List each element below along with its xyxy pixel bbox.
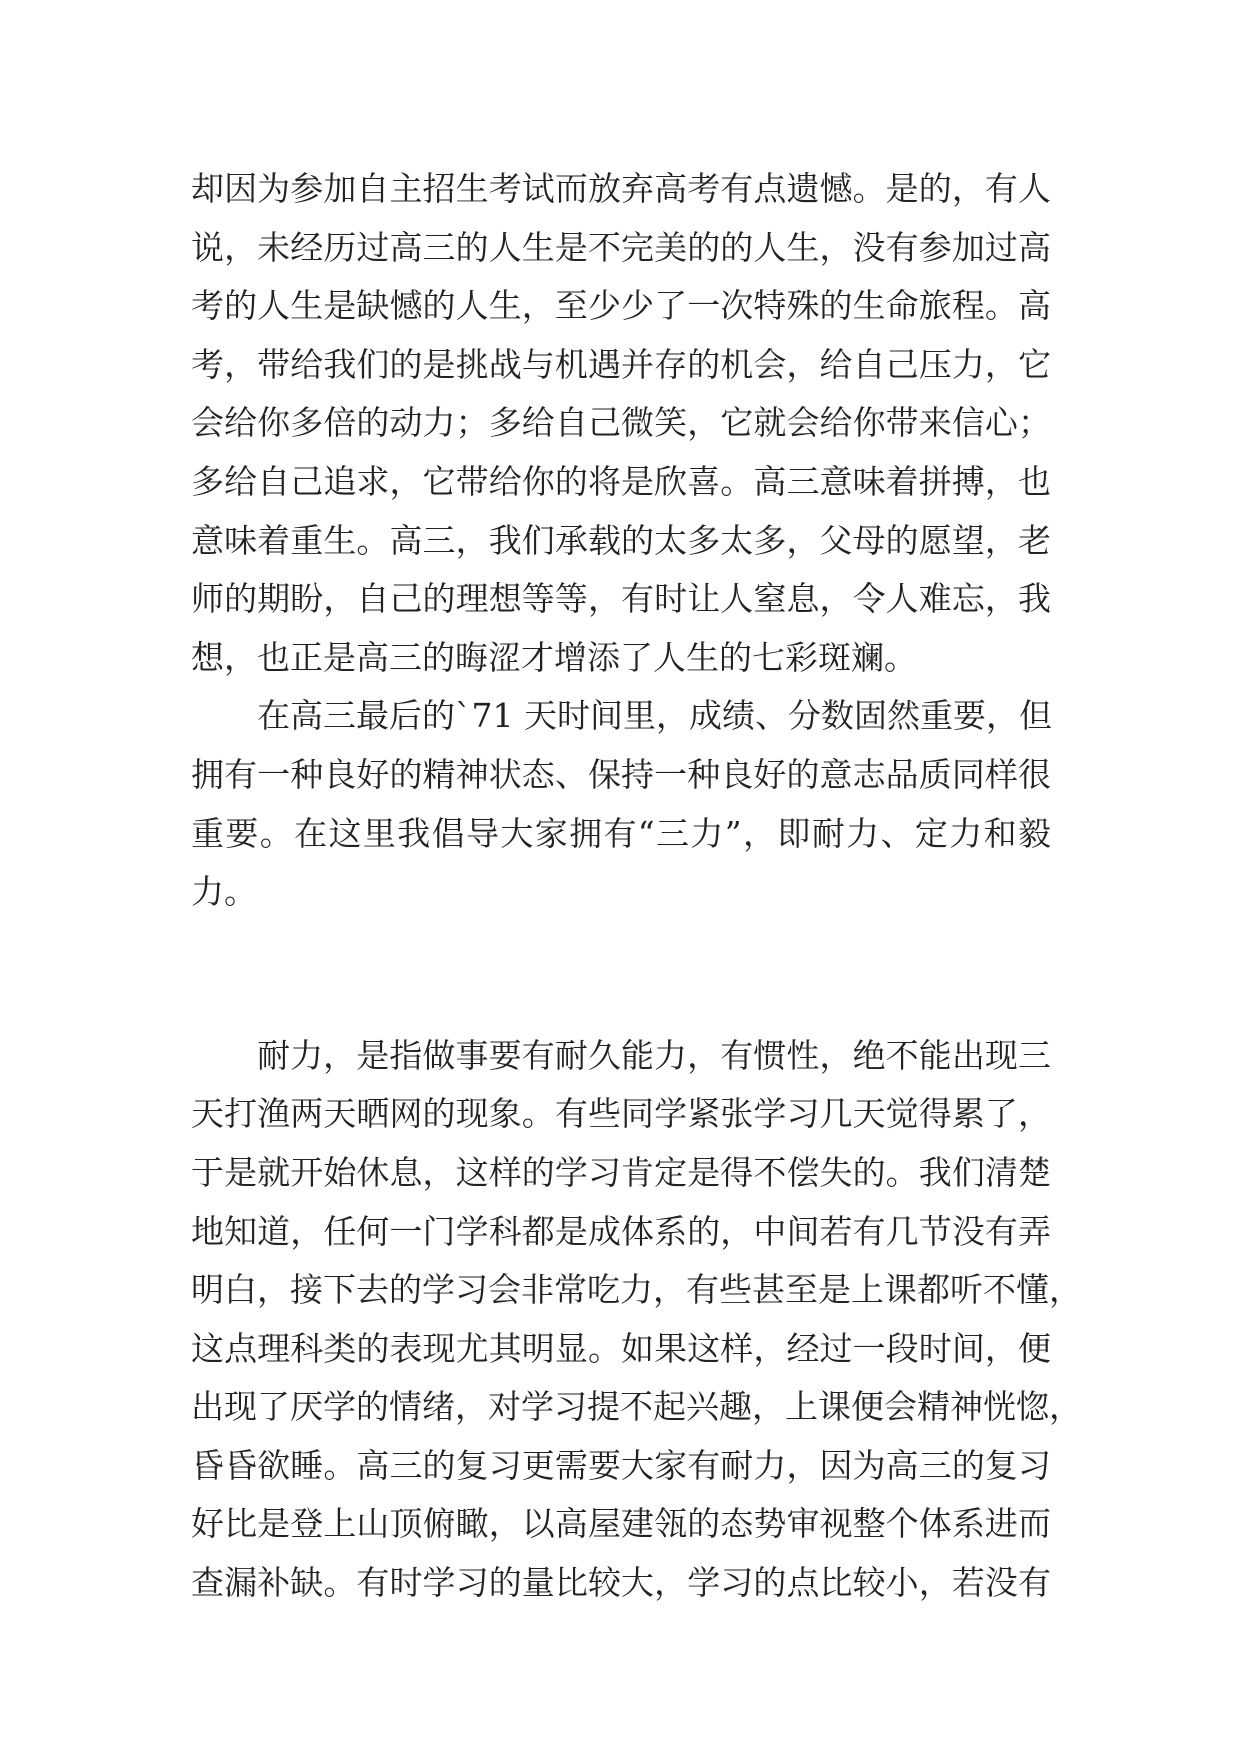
text-line: 重要。在这里我倡导大家拥有“三力”，即耐力、定力和毅 — [191, 813, 1051, 853]
text-line: 出现了厌学的情绪，对学习提不起兴趣，上课便会精神恍惚， — [191, 1387, 1082, 1427]
text-line: 师的期盼，自己的理想等等，有时让人窒息，令人难忘，我 — [191, 579, 1051, 619]
text-line: 多给自己追求，它带给你的将是欣喜。高三意味着拼搏，也 — [191, 461, 1051, 501]
text-line: 这点理科类的表现尤其明显。如果这样，经过一段时间，便 — [191, 1328, 1051, 1368]
text-line: 在高三最后的`71 天时间里，成绩、分数固然重要，但 — [257, 696, 1052, 736]
text-line: 意味着重生。高三，我们承载的太多太多，父母的愿望，老 — [191, 520, 1051, 560]
text-line: 想，也正是高三的晦涩才增添了人生的七彩斑斓。 — [191, 637, 917, 677]
text-line: 查漏补缺。有时学习的量比较大，学习的点比较小，若没有 — [191, 1563, 1051, 1603]
text-line: 地知道，任何一门学科都是成体系的，中间若有几节没有弄 — [191, 1211, 1051, 1251]
text-line: 会给你多倍的动力；多给自己微笑，它就会给你带来信心； — [191, 403, 1051, 443]
paragraph-1 — [191, 160, 1051, 687]
document-body — [191, 160, 1082, 1613]
paragraph-gap — [191, 922, 1051, 1027]
text-line: 于是就开始休息，这样的学习肯定是得不偿失的。我们清楚 — [191, 1152, 1051, 1192]
paragraph-2 — [191, 687, 1051, 921]
text-line: 说，未经历过高三的人生是不完美的的人生，没有参加过高 — [191, 227, 1051, 267]
text-line: 明白，接下去的学习会非常吃力，有些甚至是上课都听不懂， — [191, 1270, 1082, 1310]
text-line: 天打渔两天晒网的现象。有些同学紧张学习几天觉得累了， — [191, 1094, 1051, 1134]
text-line: 考的人生是缺憾的人生，至少少了一次特殊的生命旅程。高 — [191, 286, 1051, 326]
text-line: 力。 — [191, 872, 257, 912]
text-line: 昏昏欲睡。高三的复习更需要大家有耐力，因为高三的复习 — [191, 1445, 1051, 1485]
paragraph-3 — [191, 1027, 1082, 1613]
text-line: 好比是登上山顶俯瞰，以高屋建瓴的态势审视整个体系进而 — [191, 1504, 1051, 1544]
text-line: 考，带给我们的是挑战与机遇并存的机会，给自己压力，它 — [191, 344, 1051, 384]
text-line: 拥有一种良好的精神状态、保持一种良好的意志品质同样很 — [191, 754, 1051, 794]
text-line: 耐力，是指做事要有耐久能力，有惯性，绝不能出现三 — [257, 1035, 1051, 1075]
text-line: 却因为参加自主招生考试而放弃高考有点遗憾。是的，有人 — [191, 169, 1051, 208]
